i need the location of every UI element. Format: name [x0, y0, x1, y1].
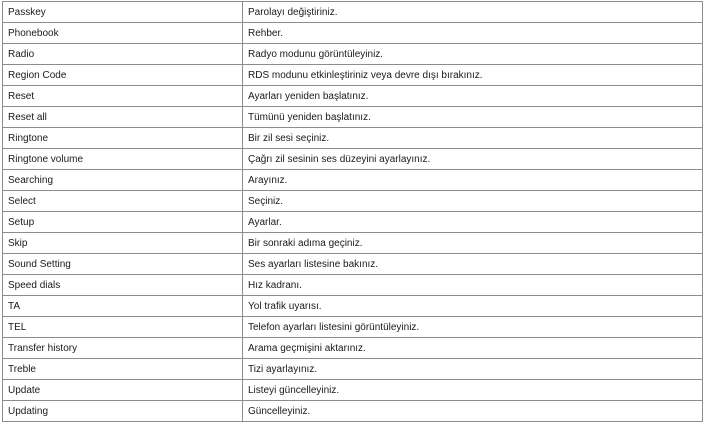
table-row — [3, 359, 703, 380]
command-cell: TA — [3, 296, 243, 317]
table-row — [3, 296, 703, 317]
description-cell: RDS modunu etkinleştiriniz veya devre dışı bırakınız. — [243, 65, 703, 86]
command-cell: Updating — [3, 401, 243, 422]
description-cell: Rehber. — [243, 23, 703, 44]
description-cell: Bir zil sesi seçiniz. — [243, 128, 703, 149]
table-row — [3, 23, 703, 44]
command-cell: Ringtone — [3, 128, 243, 149]
description-cell: Hız kadranı. — [243, 275, 703, 296]
table-row — [3, 380, 703, 401]
description-cell: Tizi ayarlayınız. — [243, 359, 703, 380]
table-row — [3, 107, 703, 128]
command-cell: Setup — [3, 212, 243, 233]
description-cell: Arama geçmişini aktarınız. — [243, 338, 703, 359]
command-cell: Passkey — [3, 2, 243, 23]
description-cell: Ayarları yeniden başlatınız. — [243, 86, 703, 107]
description-cell: Tümünü yeniden başlatınız. — [243, 107, 703, 128]
command-table — [2, 1, 703, 422]
table-row — [3, 254, 703, 275]
description-cell: Çağrı zil sesinin ses düzeyini ayarlayınız. — [243, 149, 703, 170]
command-cell: Searching — [3, 170, 243, 191]
description-cell: Telefon ayarları listesini görüntüleyiniz. — [243, 317, 703, 338]
command-cell: TEL — [3, 317, 243, 338]
description-cell: Ses ayarları listesine bakınız. — [243, 254, 703, 275]
description-cell: Ayarlar. — [243, 212, 703, 233]
table-row — [3, 338, 703, 359]
description-cell: Arayınız. — [243, 170, 703, 191]
table-row — [3, 401, 703, 422]
command-cell: Sound Setting — [3, 254, 243, 275]
table-row — [3, 191, 703, 212]
table-row — [3, 65, 703, 86]
description-cell: Radyo modunu görüntüleyiniz. — [243, 44, 703, 65]
table-row — [3, 275, 703, 296]
command-cell: Phonebook — [3, 23, 243, 44]
table-row — [3, 128, 703, 149]
table-row — [3, 2, 703, 23]
table-row — [3, 86, 703, 107]
description-cell: Listeyi güncelleyiniz. — [243, 380, 703, 401]
table-row — [3, 44, 703, 65]
command-cell: Reset all — [3, 107, 243, 128]
command-cell: Radio — [3, 44, 243, 65]
description-cell: Güncelleyiniz. — [243, 401, 703, 422]
command-cell: Skip — [3, 233, 243, 254]
command-cell: Update — [3, 380, 243, 401]
command-cell: Transfer history — [3, 338, 243, 359]
command-cell: Region Code — [3, 65, 243, 86]
command-table-body — [3, 2, 703, 422]
command-cell: Select — [3, 191, 243, 212]
description-cell: Parolayı değiştiriniz. — [243, 2, 703, 23]
command-cell: Treble — [3, 359, 243, 380]
table-row — [3, 170, 703, 191]
table-row — [3, 317, 703, 338]
command-cell: Reset — [3, 86, 243, 107]
description-cell: Bir sonraki adıma geçiniz. — [243, 233, 703, 254]
description-cell: Seçiniz. — [243, 191, 703, 212]
table-row — [3, 233, 703, 254]
table-row — [3, 212, 703, 233]
table-row — [3, 149, 703, 170]
command-cell: Ringtone volume — [3, 149, 243, 170]
command-cell: Speed dials — [3, 275, 243, 296]
description-cell: Yol trafik uyarısı. — [243, 296, 703, 317]
